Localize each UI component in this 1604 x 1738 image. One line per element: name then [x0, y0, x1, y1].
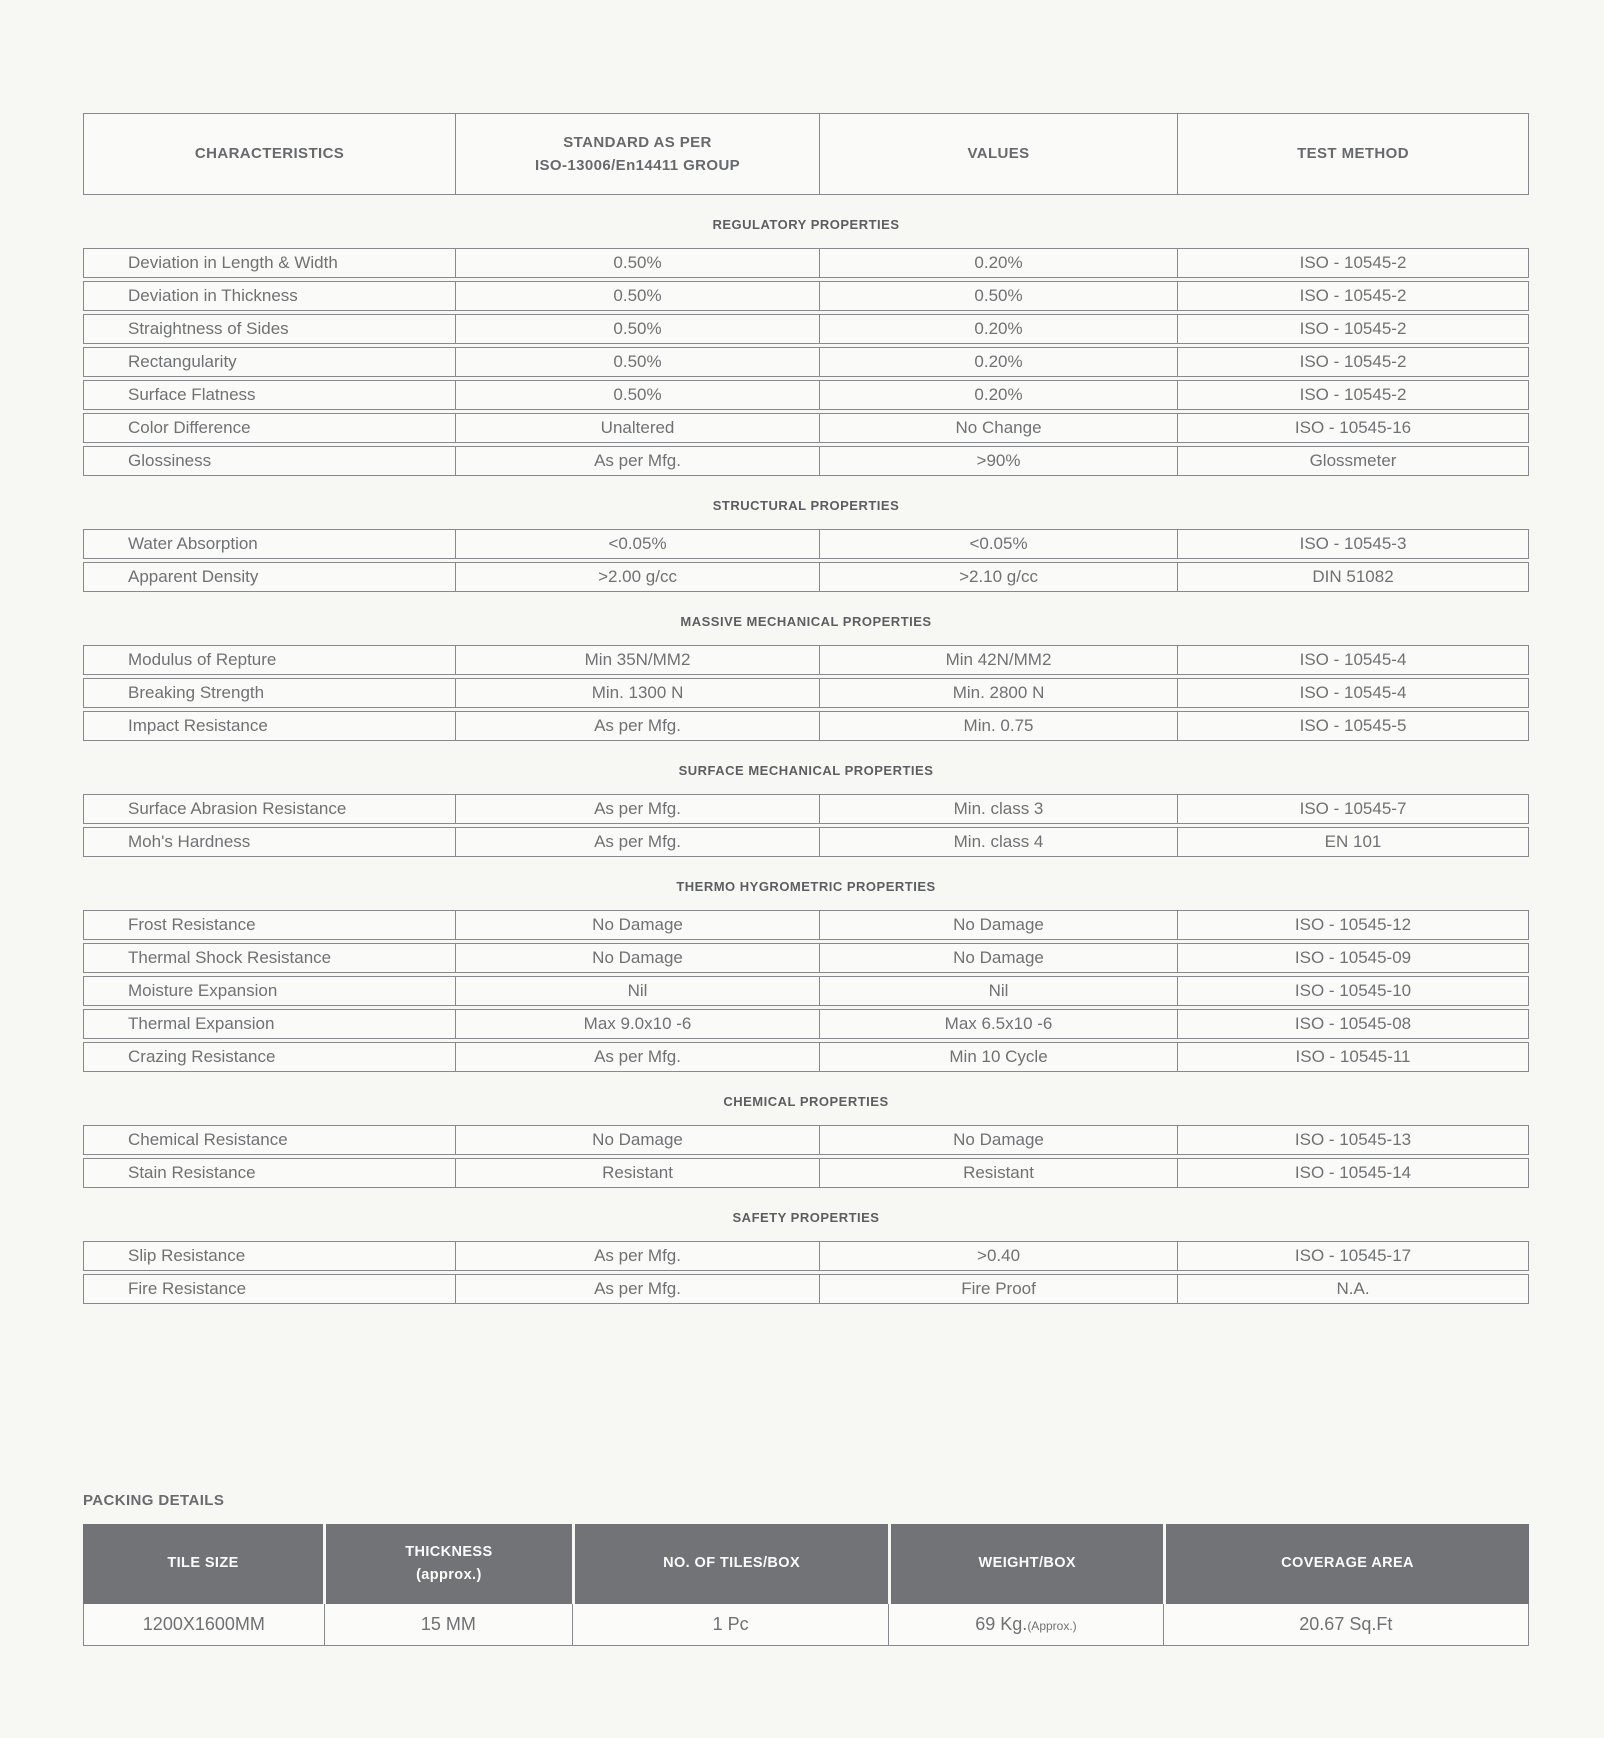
value-cell: 0.20% — [819, 249, 1177, 277]
value-cell: No Damage — [819, 1126, 1177, 1154]
packing-coverage-value: 20.67 Sq.Ft — [1163, 1604, 1528, 1645]
characteristic-cell: Moh's Hardness — [128, 832, 251, 851]
spec-row — [83, 1158, 1529, 1188]
spec-row — [83, 1274, 1529, 1304]
header-line: TEST METHOD — [1297, 145, 1409, 163]
weight-main: 69 Kg. — [975, 1614, 1028, 1634]
characteristic-cell: Impact Resistance — [128, 716, 268, 735]
header-line: NO. OF TILES/BOX — [663, 1555, 801, 1572]
test-method-cell: ISO - 10545-16 — [1177, 414, 1528, 442]
header-line: WEIGHT/BOX — [978, 1555, 1076, 1572]
value-cell: Min 10 Cycle — [819, 1043, 1177, 1071]
value-cell: <0.05% — [819, 530, 1177, 558]
value-cell: 0.20% — [819, 381, 1177, 409]
test-method-cell: DIN 51082 — [1177, 563, 1528, 591]
standard-cell: Resistant — [455, 1159, 819, 1187]
standard-cell: >2.00 g/cc — [455, 563, 819, 591]
packing-thickness-value: 15 MM — [324, 1604, 572, 1645]
value-cell: 0.20% — [819, 315, 1177, 343]
spec-row — [83, 794, 1529, 824]
characteristic-cell: Crazing Resistance — [128, 1047, 276, 1066]
packing-header-tile-size — [83, 1524, 323, 1604]
header-test-method — [1177, 114, 1528, 194]
test-method-cell: ISO - 10545-11 — [1177, 1043, 1528, 1071]
test-method-cell: ISO - 10545-17 — [1177, 1242, 1528, 1270]
packing-header-coverage-area — [1163, 1524, 1529, 1604]
value-cell: Min. class 4 — [819, 828, 1177, 856]
standard-cell: As per Mfg. — [455, 1275, 819, 1303]
spec-row — [83, 446, 1529, 476]
packing-header-thickness — [323, 1524, 572, 1604]
section-title: SAFETY PROPERTIES — [732, 1210, 880, 1225]
test-method-cell: ISO - 10545-14 — [1177, 1159, 1528, 1187]
characteristic-cell: Moisture Expansion — [128, 981, 278, 1000]
header-line: COVERAGE AREA — [1281, 1555, 1414, 1572]
spec-row — [83, 1042, 1529, 1072]
value-cell: Max 6.5x10 -6 — [819, 1010, 1177, 1038]
standard-cell: As per Mfg. — [455, 447, 819, 475]
packing-details-title: PACKING DETAILS — [83, 1492, 225, 1509]
spec-row — [83, 529, 1529, 559]
test-method-cell: ISO - 10545-2 — [1177, 381, 1528, 409]
standard-cell: Unaltered — [455, 414, 819, 442]
test-method-cell: ISO - 10545-5 — [1177, 712, 1528, 740]
packing-table-header — [83, 1524, 1529, 1604]
value-cell: 0.20% — [819, 348, 1177, 376]
spec-row — [83, 380, 1529, 410]
spec-section — [83, 217, 1529, 476]
test-method-cell: ISO - 10545-7 — [1177, 795, 1528, 823]
value-cell: 0.50% — [819, 282, 1177, 310]
header-line: STANDARD AS PER — [563, 133, 712, 151]
spec-section — [83, 1094, 1529, 1188]
header-values — [819, 114, 1177, 194]
characteristic-cell: Frost Resistance — [128, 915, 256, 934]
header-line: (approx.) — [416, 1567, 482, 1583]
spec-section — [83, 614, 1529, 741]
value-cell: Fire Proof — [819, 1275, 1177, 1303]
test-method-cell: ISO - 10545-2 — [1177, 348, 1528, 376]
characteristic-cell: Modulus of Repture — [128, 650, 277, 669]
spec-row — [83, 1009, 1529, 1039]
standard-cell: Min 35N/MM2 — [455, 646, 819, 674]
value-cell: >90% — [819, 447, 1177, 475]
characteristic-cell: Chemical Resistance — [128, 1130, 288, 1149]
spec-row — [83, 976, 1529, 1006]
value-cell: Nil — [819, 977, 1177, 1005]
characteristic-cell: Water Absorption — [128, 534, 258, 553]
test-method-cell: ISO - 10545-3 — [1177, 530, 1528, 558]
spec-row — [83, 943, 1529, 973]
standard-cell: As per Mfg. — [455, 795, 819, 823]
test-method-cell: ISO - 10545-4 — [1177, 679, 1528, 707]
spec-row — [83, 281, 1529, 311]
header-line: TILE SIZE — [167, 1555, 239, 1572]
packing-header-weight-per-box — [888, 1524, 1163, 1604]
standard-cell: <0.05% — [455, 530, 819, 558]
test-method-cell: ISO - 10545-2 — [1177, 282, 1528, 310]
spec-row — [83, 910, 1529, 940]
spec-row — [83, 347, 1529, 377]
packing-table-row — [83, 1604, 1529, 1646]
characteristic-cell: Glossiness — [128, 451, 212, 470]
spec-row — [83, 827, 1529, 857]
test-method-cell: N.A. — [1177, 1275, 1528, 1303]
standard-cell: 0.50% — [455, 381, 819, 409]
spec-row — [83, 248, 1529, 278]
spec-row — [83, 413, 1529, 443]
header-characteristics — [84, 114, 455, 194]
value-cell: Min. 0.75 — [819, 712, 1177, 740]
characteristic-cell: Straightness of Sides — [128, 319, 289, 338]
standard-cell: As per Mfg. — [455, 1043, 819, 1071]
characteristic-cell: Color Difference — [128, 418, 251, 437]
test-method-cell: ISO - 10545-2 — [1177, 249, 1528, 277]
test-method-cell: ISO - 10545-2 — [1177, 315, 1528, 343]
section-title: CHEMICAL PROPERTIES — [723, 1094, 889, 1109]
spec-row — [83, 711, 1529, 741]
section-title: THERMO HYGROMETRIC PROPERTIES — [676, 879, 936, 894]
standard-cell: 0.50% — [455, 315, 819, 343]
standard-cell: As per Mfg. — [455, 1242, 819, 1270]
standard-cell: No Damage — [455, 944, 819, 972]
spec-row — [83, 1241, 1529, 1271]
standard-cell: No Damage — [455, 1126, 819, 1154]
characteristic-cell: Surface Abrasion Resistance — [128, 799, 347, 818]
header-line: VALUES — [967, 145, 1030, 163]
value-cell: No Damage — [819, 911, 1177, 939]
value-cell: Min 42N/MM2 — [819, 646, 1177, 674]
characteristic-cell: Stain Resistance — [128, 1163, 256, 1182]
spec-row — [83, 645, 1529, 675]
characteristic-cell: Apparent Density — [128, 567, 259, 586]
spec-row — [83, 314, 1529, 344]
section-title: STRUCTURAL PROPERTIES — [712, 498, 900, 513]
spec-table-sections — [83, 217, 1529, 1304]
weight-approx-suffix: (Approx.) — [1027, 1619, 1077, 1633]
value-cell: >2.10 g/cc — [819, 563, 1177, 591]
standard-cell: Max 9.0x10 -6 — [455, 1010, 819, 1038]
section-title: SURFACE MECHANICAL PROPERTIES — [678, 763, 934, 778]
value-cell: >0.40 — [819, 1242, 1177, 1270]
spec-section — [83, 498, 1529, 592]
header-line: ISO-13006/En14411 GROUP — [534, 157, 741, 174]
standard-cell: Min. 1300 N — [455, 679, 819, 707]
header-standard — [455, 114, 819, 194]
standard-cell: No Damage — [455, 911, 819, 939]
standard-cell: Nil — [455, 977, 819, 1005]
packing-details — [83, 1492, 1529, 1646]
value-cell: Resistant — [819, 1159, 1177, 1187]
test-method-cell: ISO - 10545-09 — [1177, 944, 1528, 972]
header-line: THICKNESS — [405, 1543, 493, 1560]
characteristic-cell: Thermal Expansion — [128, 1014, 275, 1033]
standard-cell: As per Mfg. — [455, 712, 819, 740]
test-method-cell: Glossmeter — [1177, 447, 1528, 475]
spec-row — [83, 678, 1529, 708]
packing-tiles-per-box-value: 1 Pc — [572, 1604, 888, 1645]
spec-section — [83, 879, 1529, 1072]
value-cell: Min. class 3 — [819, 795, 1177, 823]
section-title: REGULATORY PROPERTIES — [712, 217, 900, 232]
value-cell: No Damage — [819, 944, 1177, 972]
packing-tile-size-value: 1200X1600MM — [142, 1614, 265, 1634]
packing-header-tiles-per-box — [572, 1524, 889, 1604]
spec-row — [83, 562, 1529, 592]
value-cell: No Change — [819, 414, 1177, 442]
characteristic-cell: Deviation in Thickness — [128, 286, 298, 305]
test-method-cell: ISO - 10545-10 — [1177, 977, 1528, 1005]
spec-section — [83, 1210, 1529, 1304]
characteristic-cell: Fire Resistance — [128, 1279, 247, 1298]
test-method-cell: ISO - 10545-12 — [1177, 911, 1528, 939]
standard-cell: 0.50% — [455, 282, 819, 310]
header-line: CHARACTERISTICS — [194, 145, 345, 163]
characteristic-cell: Thermal Shock Resistance — [128, 948, 332, 967]
test-method-cell: ISO - 10545-08 — [1177, 1010, 1528, 1038]
characteristic-cell: Slip Resistance — [128, 1246, 246, 1265]
test-method-cell: ISO - 10545-13 — [1177, 1126, 1528, 1154]
spec-table-header — [83, 113, 1529, 195]
standard-cell: 0.50% — [455, 249, 819, 277]
characteristic-cell: Breaking Strength — [128, 683, 265, 702]
characteristic-cell: Rectangularity — [128, 352, 237, 371]
packing-weight-value — [888, 1604, 1162, 1645]
value-cell: Min. 2800 N — [819, 679, 1177, 707]
spec-row — [83, 1125, 1529, 1155]
section-title: MASSIVE MECHANICAL PROPERTIES — [680, 614, 932, 629]
spec-sheet-content — [83, 113, 1529, 1646]
test-method-cell: ISO - 10545-4 — [1177, 646, 1528, 674]
standard-cell: As per Mfg. — [455, 828, 819, 856]
characteristic-cell: Surface Flatness — [128, 385, 256, 404]
standard-cell: 0.50% — [455, 348, 819, 376]
characteristic-cell: Deviation in Length & Width — [128, 253, 338, 272]
test-method-cell: EN 101 — [1177, 828, 1528, 856]
spec-section — [83, 763, 1529, 857]
